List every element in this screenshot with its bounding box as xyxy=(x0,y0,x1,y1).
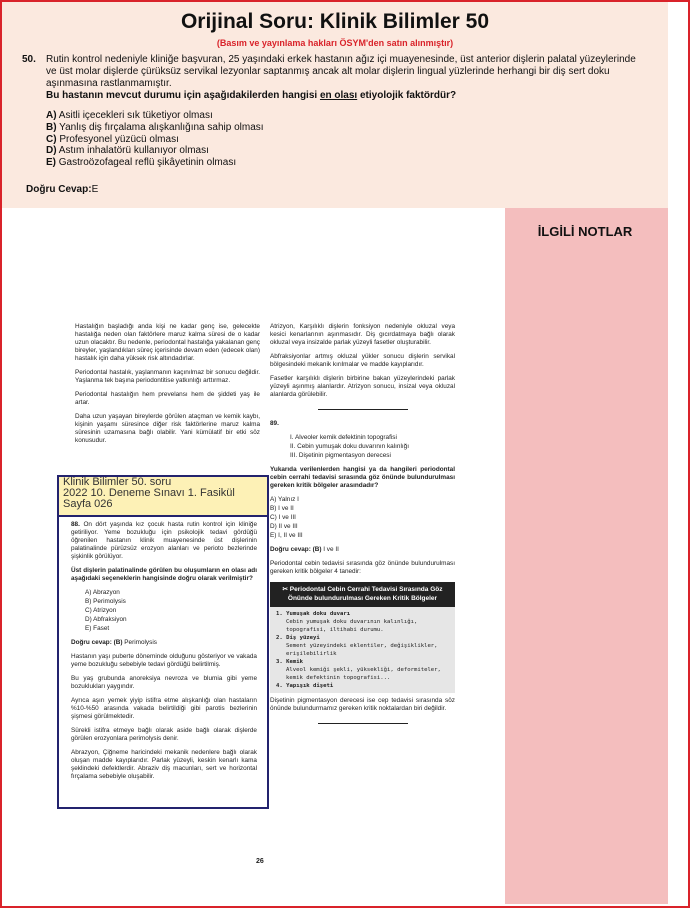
answer-options xyxy=(46,110,264,169)
q89-ask: Yukarıda verilenlerden hangisi ya da hangileri periodontal cebin cerrahi tedavisi sırasında göz önünde bulundurulması gereken kritik bölgeler arasındadır? xyxy=(270,466,455,489)
q89-answer: Doğru cevap: (B) I ve II xyxy=(270,546,339,553)
q89-items: I. Alveoler kemik defektinin topografisi II. Cebin yumuşak doku duvarının kalınlığı III. Dişetinin pigmentasyon derecesi xyxy=(290,434,410,459)
divider xyxy=(318,409,408,410)
box-title: ✂ Periodontal Cebin Cerrahi Tedavisi Sırasında Göz Önünde bulundurulması Gereken Kritik Bölgeler xyxy=(270,582,455,607)
scan-right-column: Atrizyon, Karşılıklı dişlerin fonksiyon nedeniyle okluzal veya kesici kenarlarının aşınmasıdır. Diş gıcırdatmaya bağlı olarak okluzal veya insizalde parlak yüzeyli fasetler oluşturabilir. Abfraksiyonlar artmış okluzal yükler sonucu dişlerin servikal bölgesindeki mekanik kırılmalar ve madde kayıplarıdır. Fasetler karşılıklı dişlerin birbirine bakan yüzeylerindeki parlak yüzeyli aşınmış alanlardır. Atrizyon sonucu, insizal veya okluzal alanlarda görülebilir. 89. I. Alveoler kemik defektinin topografisi II. Cebin yumuşak doku duvarının kalınlığı III. Dişetinin pigmentasyon derecesi Yukarıda verilenlerden hangisi ya da hangileri periodontal cebin cerrahi tedavisi sırasında göz önünde bulundurulması gereken kritik bölgeler arasındadır? A) Yalnız I B) I ve II C) I ve III D) II ve III E) I, II ve III Doğru cevap: (B) I ve II Periodontal cebin tedavisi sırasında göz önünde bulundurulması gereken kritik bölgeler 4 tanedir: ✂ Periodontal Cebin Cerrahi Tedavisi Sırasında Göz Önünde bulundurulması Gereken Kritik Bölgeler 1. Yumuşak doku duvarı Cebin yumuşak doku duvarının kalınlığı, topografisi, iltihabi durumu. 2. Diş yüzeyi Sement yüzeyindeki eklentiler, değişiklikler, erişilebilirlik 3. Kemik Alveol kemiği şekli, yüksekliği, deformiteler, kemik defektinin topografisi... 4. Yapışık dişeti Dişetinin pigmentasyon derecesi ise cep tedavisi sırasında söz önünde bulundurmamız gereken kritik noktalardan biri değildir. xyxy=(270,323,455,734)
notes-sidebar xyxy=(505,208,668,904)
copyright-note: (Basım ve yayınlama hakları ÖSYM'den satın alınmıştır) xyxy=(216,38,454,48)
q89-number: 89. xyxy=(270,420,279,427)
correct-answer: Doğru Cevap:E xyxy=(26,184,99,195)
question-panel xyxy=(2,2,668,208)
option-a: A) Asitli içecekleri sık tüketiyor olması xyxy=(46,110,213,121)
notes-title: İLGİLİ NOTLAR xyxy=(537,224,633,239)
source-question: 88. On dört yaşında kız çocuk hasta rutin kontrol için kliniğe getiriliyor. Yeme bozukluğu için psikolojik tedavi gördüğü öğrenilen hastanın klinik muayenesinde üst dişlerinin palatinalinde pürüzsüz erozyon alanları ve perioto bezlerinde şişkinlik görülüyor. Üst dişlerin palatinalinde görülen bu oluşumların en olası adı aşağıdaki seçeneklerin hangisinde doğru olarak verilmiştir? A) Abrazyon B) Perimolysis C) Atrizyon D) Abfraksiyon E) Faset Doğru cevap: (B) Perimolysis Hastanın yaşı puberte döneminde olduğunu gösteriyor ve vakada yeme bozukluğu sebebiyle tedavi gördüğü belirtilmiş. Bu yaş grubunda anoreksiya nevroza ve blumia gibi yeme bozuklukları yaygındır. Ayrıca aşırı yemek yiyip istifra etme alışkanlığı olan hastaların %10-%50 arasında vakada belirtildiği gibi parotis bezlerinin şişmesi görülmektedir. Sürekli istifra etmeye bağlı olarak aside bağlı olarak dişlerde görülen erozyonlara perimolysis denir. Abrazyon, Çiğneme haricindeki mekanik nedenlere bağlı olarak oluşan madde kayıplarıdır. Parlak yüzeyli, keskin kenarlı kama şeklindeki defektlerdir. Abraziv diş macunları, sert ve horizontal fırçalama sebebiyle oluşabilir. xyxy=(71,521,257,780)
scan-left-column: Hastalığın başladığı anda kişi ne kadar genç ise, gelecekte hastalığa neden olan faktörlere maruz kalma süresi de o kadar uzun olacaktır. Bu nedenle, periodontal hastalığa yakalanan genç bireyler, yaşlandıkları süreç içerisinde devam eden (edecek olan) hastalık için daha yüksek risk altındadırlar. Periodontal hastalık, yaşlanmanın kaçınılmaz bir sonucu değildir. Yaşlanma tek başına periodontitise yatkınlığı arttırmaz. Periodontal hastalığın hem prevelansı hem de şiddeti yaş ile artar. Daha uzun yaşayan bireylerde görülen ataçman ve kemik kaybı, kişinin yaşamı süresince diğer risk faktörlerine maruz kalma süresinin uzamasına bağlı olabilir. Yani kümülatif bir etki söz konusudur. xyxy=(75,323,260,444)
q89-explanation: Periodontal cebin tedavisi sırasında göz önünde bulundurulması gereken kritik bölgeler 4 tanedir: xyxy=(270,560,455,575)
question-stem: Rutin kontrol nedeniyle kliniğe başvuran, 25 yaşındaki erkek hastanın ağız içi muayenesinde, üst anterior dişlerin palatal yüzeylerinde ve üst molar dişlerde çürüksüz servikal lezyonlar saptanmış ancak alt molar dişlerin lingual yüzlerinde herhangi bir diş sert doku aşınmasına rastlanmamıştır. xyxy=(46,54,636,89)
option-c: C) Profesyonel yüzücü olması xyxy=(46,133,179,145)
question-ask: Bu hastanın mevcut durumu için aşağıdakilerden hangisi en olası etiyolojik faktördür? xyxy=(46,90,457,101)
source-header: Klinik Bilimler 50. soru 2022 10. Deneme Sınavı 1. Fasikül Sayfa 026 xyxy=(59,477,267,517)
final-note: Dişetinin pigmentasyon derecesi ise cep tedavisi sırasında söz önünde bulundurmamız gereken kritik noktalardan biri değildir. xyxy=(270,697,455,712)
divider xyxy=(318,723,408,724)
source-highlight-box xyxy=(57,475,269,809)
option-e: E) Gastroözofageal reflü şikâyetinin olması xyxy=(46,157,237,169)
q89-options: A) Yalnız I B) I ve II C) I ve III D) II ve III E) I, II ve III xyxy=(270,496,303,539)
question-number: 50. xyxy=(22,54,36,65)
critical-regions-box: ✂ Periodontal Cebin Cerrahi Tedavisi Sırasında Göz Önünde bulundurulması Gereken Kritik Bölgeler 1. Yumuşak doku duvarı Cebin yumuşak doku duvarının kalınlığı, topografisi, iltihabi durumu. 2. Diş yüzeyi Sement yüzeyindeki eklentiler, değişiklikler, erişilebilirlik 3. Kemik Alveol kemiği şekli, yüksekliği, deformiteler, kemik defektinin topografisi... 4. Yapışık dişeti xyxy=(270,582,455,693)
option-b: B) Yanlış diş fırçalama alışkanlığına sahip olması xyxy=(46,121,264,133)
option-d: D) Astım inhalatörü kullanıyor olması xyxy=(46,145,209,157)
page-title: Orijinal Soru: Klinik Bilimler 50 xyxy=(180,10,490,33)
scissors-icon: ✂ xyxy=(282,586,288,593)
page-number: 26 xyxy=(256,858,264,865)
